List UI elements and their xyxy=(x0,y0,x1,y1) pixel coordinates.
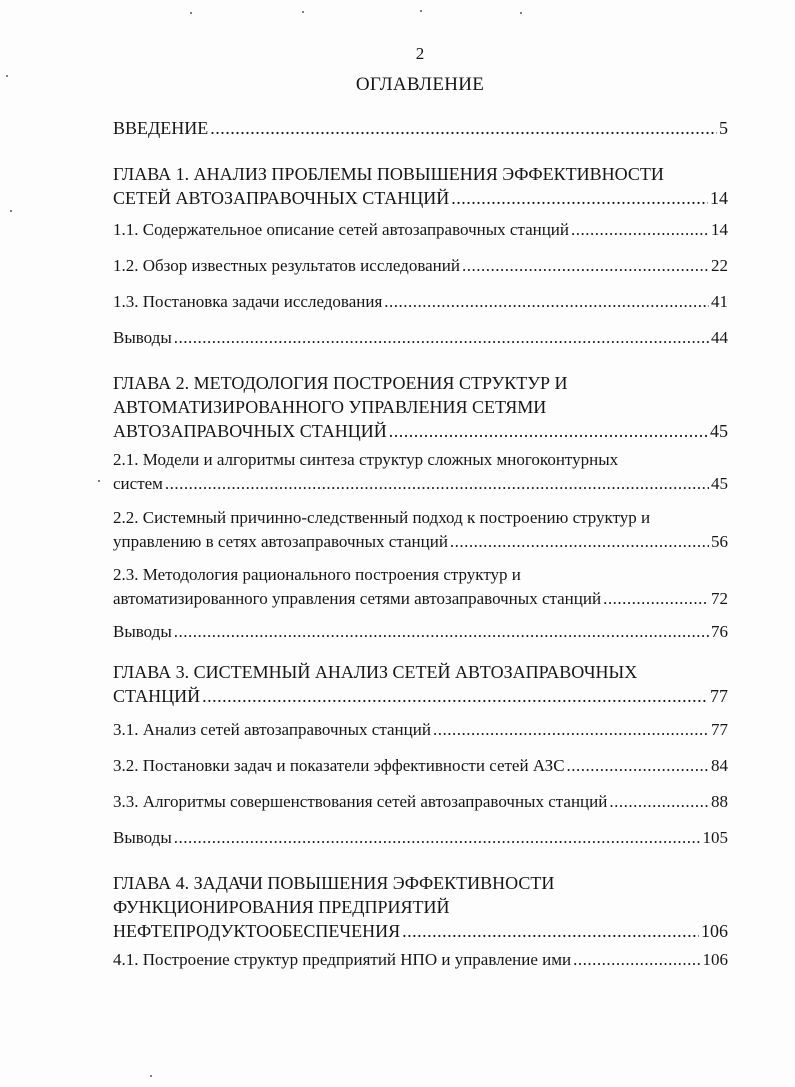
page-number: 2 xyxy=(415,44,425,63)
toc-section-entry xyxy=(113,254,728,278)
toc-page-number: 56 xyxy=(711,532,728,551)
toc-entry-title: Выводы xyxy=(113,622,172,641)
toc-entry-title-line: ГЛАВА 3. СИСТЕМНЫЙ АНАЛИЗ СЕТЕЙ АВТОЗАПРАВОЧНЫХ xyxy=(113,662,638,682)
toc-section-entry xyxy=(113,826,728,850)
toc-page-number: 22 xyxy=(711,256,728,275)
dot-leader xyxy=(202,684,708,708)
toc-section-entry xyxy=(113,948,728,972)
toc-entry-title: 3.2. Постановки задач и показатели эффективности сетей АЗС xyxy=(113,756,565,775)
toc-section-entry xyxy=(113,718,728,742)
toc-entry-title-line: ГЛАВА 2. МЕТОДОЛОГИЯ ПОСТРОЕНИЯ СТРУКТУР И xyxy=(113,373,568,393)
toc-entry-title-line: ГЛАВА 4. ЗАДАЧИ ПОВЫШЕНИЯ ЭФФЕКТИВНОСТИ xyxy=(113,873,555,893)
toc-chapter-entry xyxy=(113,162,728,210)
toc-page-number: 88 xyxy=(711,792,728,811)
toc-chapter-entry xyxy=(113,116,728,140)
toc-page-number: 5 xyxy=(719,118,728,138)
scan-speck xyxy=(98,480,100,482)
toc-page-number: 44 xyxy=(711,328,728,347)
toc-chapter-entry xyxy=(113,871,728,943)
toc-entry-title: АВТОЗАПРАВОЧНЫХ СТАНЦИЙ xyxy=(113,421,387,441)
dot-leader xyxy=(450,530,709,554)
toc-entry-title-line: АВТОМАТИЗИРОВАННОГО УПРАВЛЕНИЯ СЕТЯМИ xyxy=(113,397,547,417)
toc-section-entry xyxy=(113,218,728,242)
toc-entry-title-line: ФУНКЦИОНИРОВАНИЯ ПРЕДПРИЯТИЙ xyxy=(113,897,450,917)
toc-entry-title-line: 2.1. Модели и алгоритмы синтеза структур сложных многоконтурных xyxy=(113,450,619,469)
toc-entry-title: 1.2. Обзор известных результатов исследований xyxy=(113,256,460,275)
dot-leader xyxy=(174,620,709,644)
toc-entry-title: 3.1. Анализ сетей автозаправочных станций xyxy=(113,720,431,739)
scan-speck xyxy=(190,12,192,14)
scan-speck xyxy=(520,12,522,14)
dot-leader xyxy=(451,186,708,210)
toc-section-entry xyxy=(113,563,728,611)
toc-section-entry xyxy=(113,290,728,314)
toc-page-number: 14 xyxy=(710,188,728,208)
toc-entry-title: СЕТЕЙ АВТОЗАПРАВОЧНЫХ СТАНЦИЙ xyxy=(113,188,450,208)
toc-entry-title: Выводы xyxy=(113,828,172,847)
toc-entry-title: 1.3. Постановка задачи исследования xyxy=(113,292,383,311)
toc-section-entry xyxy=(113,448,728,496)
toc-page-number: 72 xyxy=(711,589,728,608)
dot-leader xyxy=(165,472,709,496)
dot-leader xyxy=(389,419,708,443)
toc-title: ОГЛАВЛЕНИЕ xyxy=(355,74,485,95)
toc-entry-title: Выводы xyxy=(113,328,172,347)
dot-leader xyxy=(573,948,700,972)
toc-entry-title: 3.3. Алгоритмы совершенствования сетей автозаправочных станций xyxy=(113,792,608,811)
dot-leader xyxy=(384,290,709,314)
toc-page-number: 77 xyxy=(710,686,728,706)
toc-entry-title-line: 2.2. Системный причинно-следственный подход к построению структур и xyxy=(113,508,651,527)
toc-section-entry xyxy=(113,620,728,644)
toc-chapter-entry xyxy=(113,660,728,708)
dot-leader xyxy=(174,826,701,850)
dot-leader xyxy=(462,254,709,278)
toc-chapter-entry xyxy=(113,371,728,443)
dot-leader xyxy=(433,718,709,742)
toc-page-number: 45 xyxy=(710,421,728,441)
dot-leader xyxy=(609,790,709,814)
scan-speck xyxy=(150,1075,152,1077)
toc-section-entry xyxy=(113,326,728,350)
toc-entry-title: автоматизированного управления сетями автозаправочных станций xyxy=(113,589,602,608)
toc-entry-title: 1.1. Содержательное описание сетей автозаправочных станций xyxy=(113,220,570,239)
toc-page-number: 76 xyxy=(711,622,728,641)
scan-speck xyxy=(6,75,8,77)
scan-speck xyxy=(10,210,12,212)
toc-entry-title: НЕФТЕПРОДУКТООБЕСПЕЧЕНИЯ xyxy=(113,921,401,941)
dot-leader xyxy=(402,919,699,943)
dot-leader xyxy=(174,326,709,350)
toc-entry-title-line: ГЛАВА 1. АНАЛИЗ ПРОБЛЕМЫ ПОВЫШЕНИЯ ЭФФЕКТИВНОСТИ xyxy=(113,164,664,184)
toc-entry-title: управлению в сетях автозаправочных станций xyxy=(113,532,448,551)
scan-speck xyxy=(302,11,304,13)
toc-entry-title: СТАНЦИЙ xyxy=(113,686,201,706)
toc-page-number: 14 xyxy=(711,220,728,239)
toc-entry-title-line: 2.3. Методология рационального построения структур и xyxy=(113,565,521,584)
toc-page-number: 84 xyxy=(711,756,728,775)
toc-page-number: 105 xyxy=(702,828,728,847)
toc-section-entry xyxy=(113,754,728,778)
toc-page-number: 41 xyxy=(711,292,728,311)
toc-entry-title: ВВЕДЕНИЕ xyxy=(113,118,209,138)
dot-leader xyxy=(567,754,709,778)
dot-leader xyxy=(603,587,709,611)
toc-page-number: 45 xyxy=(711,474,728,493)
toc-section-entry xyxy=(113,506,728,554)
toc-page-number: 77 xyxy=(711,720,728,739)
toc-page-number: 106 xyxy=(701,921,728,941)
scan-speck xyxy=(420,10,422,12)
dot-leader xyxy=(571,218,709,242)
toc-page-number: 106 xyxy=(702,950,728,969)
toc-section-entry xyxy=(113,790,728,814)
toc-entry-title: 4.1. Построение структур предприятий НПО и управление ими xyxy=(113,950,572,969)
dot-leader xyxy=(210,116,717,140)
toc-entry-title: систем xyxy=(113,474,163,493)
